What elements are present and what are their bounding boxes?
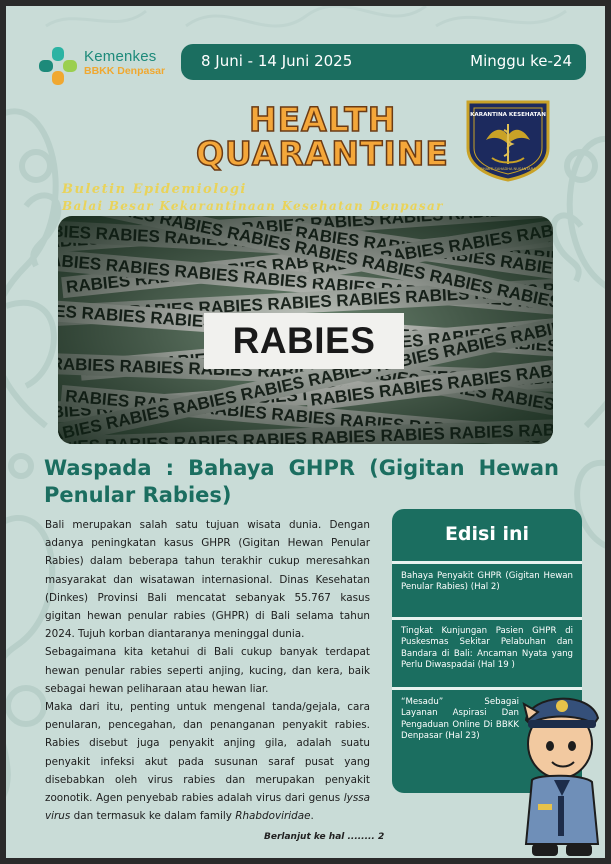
- emblem-bottom-text: BHAKTI SAHADHA NUSANTARA: [480, 167, 536, 171]
- edisi-item-3[interactable]: “Mesadu” Sebagai Layanan Aspirasi Dan Pengaduan Online Di BBKK Denpasar (Hal 23): [401, 697, 519, 742]
- edisi-divider: [392, 561, 582, 564]
- bulletin-page: [6, 6, 605, 858]
- logo-unit: BBKK Denpasar: [84, 65, 166, 77]
- continued-link[interactable]: Berlanjut ke hal ........ 2: [264, 832, 385, 842]
- date-range: 8 Juni - 14 Juni 2025: [201, 52, 353, 70]
- logo-name: Kemenkes: [84, 48, 157, 65]
- hero-label: RABIES: [232, 320, 376, 361]
- date-banner: [181, 44, 586, 80]
- masthead-title-line1: HEALTH: [249, 100, 397, 139]
- edisi-item-1[interactable]: Bahaya Penyakit GHPR (Gigitan Hewan Penular Rabies) (Hal 2): [401, 571, 573, 593]
- officer-mascot-icon: [518, 684, 605, 858]
- karantina-kesehatan-emblem-icon: [464, 98, 552, 182]
- edisi-item-2[interactable]: Tingkat Kunjungan Pasien GHPR di Puskesmas Sekitar Pelabuhan dan Bandara di Bali: Ancaman Nyata yang Perlu Diwaspadai (Hal 19 ): [401, 626, 573, 671]
- week-number: Minggu ke-24: [470, 52, 572, 70]
- genus-name: lyssa virus: [45, 792, 371, 823]
- edisi-divider: [392, 617, 582, 620]
- hero-image: [58, 216, 553, 444]
- masthead-title-line2: QUARANTINE: [196, 134, 449, 173]
- article-body: [45, 516, 370, 825]
- article-paragraph-2: Sebagaimana kita ketahui di Bali cukup banyak terdapat hewan penular rabies seperti anjing, kucing, dan kera, baik sebagai hewan peliharaan atau hewan liar.: [45, 646, 370, 695]
- bulletin-subtitle: Buletin Epidemiologi: [62, 182, 247, 197]
- emblem-top-text: KARANTINA KESEHATAN: [470, 112, 546, 118]
- institution-name: Balai Besar Kekarantinaan Kesehatan Denpasar: [62, 199, 444, 213]
- family-name: Rhabdoviridae: [235, 810, 311, 823]
- article-paragraph-3: Maka dari itu, penting untuk mengenal tanda/gejala, cara penularan, pencegahan, dan penanganan penyakit rabies. Rabies disebut juga penyakit anjing gila, adalah suatu penyakit infeksi akut pada susunan saraf pusat yang disebabkan oleh virus rabies dan merupakan penyakit zoonotik. Agen penyebab rabies adalah virus dari genus lyssa virus dan termasuk ke dalam family Rhabdoviridae.: [45, 701, 371, 823]
- edisi-title: Edisi ini: [444, 523, 530, 545]
- article-paragraph-1: Bali merupakan salah satu tujuan wisata dunia. Dengan adanya peningkatan kasus GHPR (Gigitan Hewan Penular Rabies) dalam beberapa tahun terakhir cukup meresahkan masyarakat dan wisatawan internasional. Dinas Kesehatan (Dinkes) Provinsi Bali mencatat sebanyak 55.767 kasus gigitan hewan penular rabies (GHPR) di Bali selama tahun 2024. Tujuh korban diantaranya meninggal dunia.: [45, 519, 370, 641]
- article-headline: Waspada : Bahaya GHPR (Gigitan Hewan Penular Rabies): [44, 456, 559, 507]
